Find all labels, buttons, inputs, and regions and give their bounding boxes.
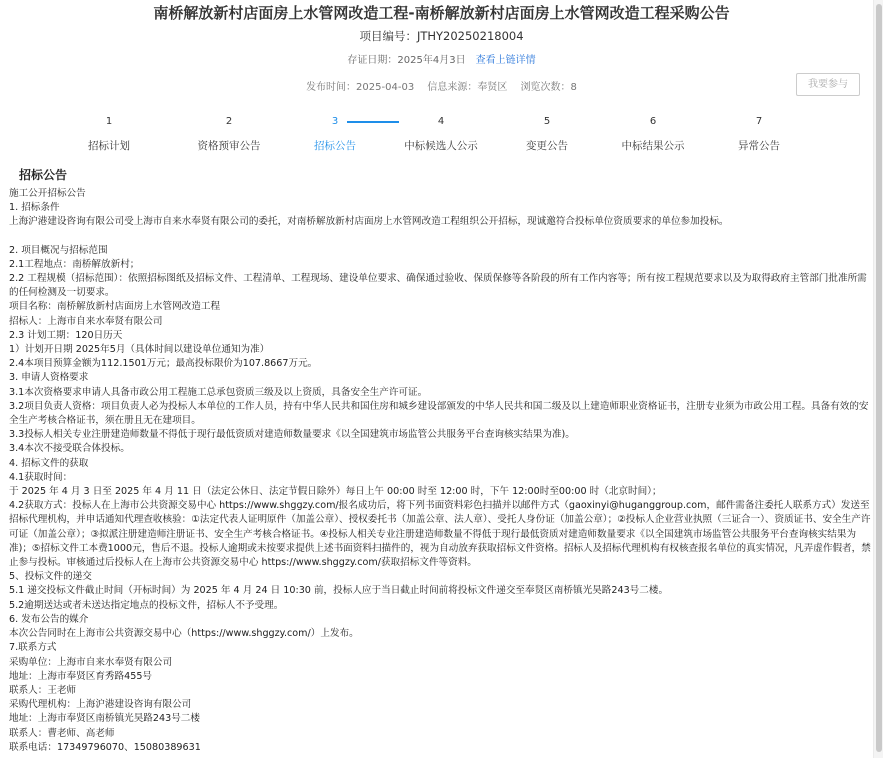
content-line: 采购代理机构：上海沪港建设咨询有限公司 <box>9 699 192 711</box>
step-result[interactable] <box>598 114 708 153</box>
content-line: 项目名称：南桥解放新村店面房上水管网改造工程 <box>9 301 221 313</box>
step-label: 资格预审公告 <box>197 140 261 152</box>
content-line: 2.3 计划工期：120日历天 <box>9 329 123 341</box>
content-line: 3.2项目负责人资格：项目负责人必为投标人本单位的工作人员，持有中华人民共和国住房和城乡建设部颁发的中华人民共和国二级及以上建造师职业资格证书，注册专业须为市政公用工程。具备有效的安全生产考核合格证书，须在册且无在建项目。 <box>9 400 869 427</box>
step-number: 6 <box>649 116 657 127</box>
content-line: 本次公告同时在上海市公共资源交易中心（https://www.shggzy.com/）上发布。 <box>9 628 359 640</box>
step-number: 7 <box>755 116 763 127</box>
content-line: 联系人：曹老师、高老师 <box>9 727 115 739</box>
content-line: 2. 项目概况与招标范围 <box>9 244 108 256</box>
save-date-line <box>0 51 883 66</box>
content-line: 2.1工程地点：南桥解放新村； <box>9 258 140 270</box>
step-number: 5 <box>543 116 551 127</box>
content-line: 5.1 递交投标文件截止时间（开标时间）为 2025 年 4 月 24 日 10:30 前，投标人应于当日截止时间前将投标文件递交至奉贤区南桥镇光昊路243号二楼。 <box>9 585 669 597</box>
step-tender-notice[interactable] <box>280 114 390 153</box>
scrollbar[interactable] <box>873 0 883 758</box>
content-line: 采购单位：上海市自来水奉贤有限公司 <box>9 656 173 668</box>
content-line: 2.2 工程规模（招标范围）：依照招标图纸及招标文件、工程清单、工程现场、建设单位要求、确保通过验收、保质保修等各阶段的所有工作内容等；所有按工程规范要求以及为取得政府主管部门批准所需的任何检测及一切要求。 <box>9 273 867 299</box>
step-label: 中标结果公示 <box>621 140 685 152</box>
step-label: 异常公告 <box>738 140 780 152</box>
step-number: 2 <box>225 116 233 127</box>
content-line: 1）计划开日期 2025年5月（具体时间以建设单位通知为准） <box>9 344 270 356</box>
step-label: 招标公告 <box>314 140 356 152</box>
progress-steps <box>50 114 820 154</box>
publish-time: 发布时间：2025-04-03 <box>306 82 415 93</box>
section-title: 招标公告 <box>19 168 68 182</box>
announcement-content <box>9 187 871 755</box>
content-line: 4. 招标文件的获取 <box>9 457 89 469</box>
content-line: 3.3投标人相关专业注册建造师数量不得低于现行最低资质对建造师数量要求《以全国建筑市场监管公共服务平台查询核实结果为准)。 <box>9 429 575 441</box>
content-line: 3.1本次资格要求申请人具备市政公用工程施工总承包资质三级及以上资质，具备安全生产许可证。 <box>9 386 428 398</box>
step-number: 3 <box>331 116 339 127</box>
step-prequal[interactable] <box>174 114 284 153</box>
step-label: 招标计划 <box>88 140 130 152</box>
chain-detail-link[interactable]: 查看上链详情 <box>475 55 536 66</box>
content-line: 4.2获取方式：投标人在上海市公共资源交易中心 https://www.shggzy.com/报名成功后，将下列书面资料彩色扫描并以邮件方式（gaoxinyi@huganggroup.com，邮件需备注委托人联系方式）发送至招标代理机构，并申话通知代理查收核验：①法定代表人证明原件（加盖公章）、授权委托书（加盖公章、法人章）、受托人身份证（加盖公章）；②投标人企业营业执照（三证合一）、资质证书、安全生产许可证（加盖公章）；③拟派注册建造师注册证书、安全生产考核合格证书。④投标人相关专业注册建造师数量不得低于现行最低资质对建造师数量要求《以全国建筑市场监管公共服务平台查询核实结果为准)；⑤招标文件工本费1000元，售后不退。投标人逾期或未按要求提供上述书面资料扫描件的，视为自动放弃获取招标文件资格。招标人及招标代理机构有权核查报名单位的真实情况，凡弄虚作假者，禁止参与投标。审核通过后投标人在上海市公共资源交易中心 https://www.shggzy.com/获取招标文件等资料。 <box>9 500 871 569</box>
step-plan[interactable] <box>54 114 164 153</box>
content-line: 7.联系方式 <box>9 642 57 654</box>
content-line: 6. 发布公告的媒介 <box>9 613 89 625</box>
content-line: 联系电话：17349796070、15080389631 <box>9 741 201 753</box>
join-button[interactable]: 我要参与 <box>796 73 860 96</box>
step-label: 变更公告 <box>526 140 568 152</box>
content-line: 3. 申请人资格要求 <box>9 372 89 384</box>
save-date: 存证日期：2025年4月3日 <box>347 55 466 66</box>
step-number: 4 <box>437 116 445 127</box>
step-change[interactable] <box>492 114 602 153</box>
content-line: 2.4本项目预算金额为112.1501万元；最高投标限价为107.8667万元。 <box>9 358 318 370</box>
content-line <box>9 230 871 244</box>
content-line: 招标人：上海市自来水奉贤有限公司 <box>9 315 163 327</box>
content-line: 4.1获取时间： <box>9 471 73 483</box>
step-label: 中标候选人公示 <box>404 140 478 152</box>
content-line: 1. 招标条件 <box>9 202 60 214</box>
content-line: 上海沪港建设咨询有限公司受上海市自来水奉贤有限公司的委托，对南桥解放新村店面房上水管网改造工程组织公开招标，现诚邀符合投标单位资质要求的单位参加投标。 <box>9 216 729 228</box>
scrollbar-thumb[interactable] <box>876 4 882 752</box>
meta-info <box>0 78 883 93</box>
page-title: 南桥解放新村店面房上水管网改造工程-南桥解放新村店面房上水管网改造工程采购公告 <box>153 4 730 22</box>
step-number: 1 <box>105 116 113 127</box>
content-line: 于 2025 年 4 月 3 日至 2025 年 4 月 11 日（法定公休日、法定节假日除外）每日上午 00:00 时至 12:00 时，下午 12:00时至00:00 时（北京时间）； <box>9 486 662 498</box>
step-candidate[interactable] <box>386 114 496 153</box>
content-line: 5、投标文件的递交 <box>9 571 92 583</box>
content-line: 地址：上海市奉贤区育秀路455号 <box>9 670 153 682</box>
content-line: 3.4本次不接受联合体投标。 <box>9 443 130 455</box>
content-line: 施工公开招标公告 <box>9 188 86 199</box>
content-line: 5.2逾期送达或者未送达指定地点的投标文件，招标人不予受理。 <box>9 599 284 611</box>
info-source: 信息来源：奉贤区 <box>427 82 508 93</box>
view-count: 浏览次数：8 <box>520 82 577 93</box>
content-line: 地址：上海市奉贤区南桥镇光昊路243号二楼 <box>9 713 200 725</box>
step-abnormal[interactable] <box>704 114 814 153</box>
content-line: 联系人：王老师 <box>9 684 77 696</box>
project-number: 项目编号：JTHY20250218004 <box>359 29 524 43</box>
